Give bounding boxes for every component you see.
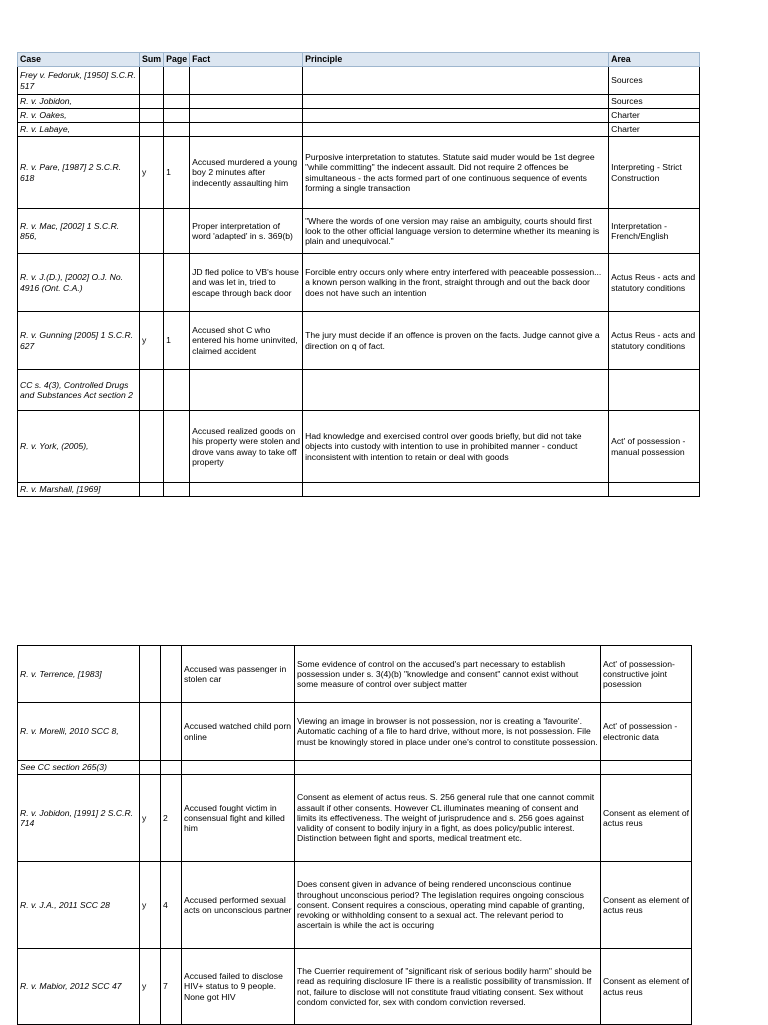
- cell-sum[interactable]: y: [140, 862, 161, 949]
- cell-sum[interactable]: [140, 483, 164, 497]
- cell-fact[interactable]: Accused realized goods on his property were stolen and drove vans away to take off property: [190, 411, 303, 483]
- cell-principle[interactable]: Viewing an image in browser is not possession, nor is creating a 'favourite'. Automatic caching of a file to hard drive, without more, is not possession. File must be knowingly stored in place under one's control to constitute possession.: [295, 703, 601, 761]
- case-table-bottom: [17, 645, 692, 1025]
- cell-page[interactable]: 7: [161, 949, 182, 1025]
- cell-sum[interactable]: [140, 646, 161, 703]
- table-row: [18, 109, 700, 123]
- cell-page[interactable]: 1: [164, 312, 190, 370]
- table-row: [18, 483, 700, 497]
- cell-fact[interactable]: [190, 370, 303, 411]
- cell-area[interactable]: Sources: [609, 95, 700, 109]
- cell-page[interactable]: [164, 67, 190, 95]
- cell-page[interactable]: [164, 411, 190, 483]
- table-row: [18, 312, 700, 370]
- header-sum[interactable]: Sum: [140, 53, 164, 67]
- cell-sum[interactable]: y: [140, 775, 161, 862]
- cell-case[interactable]: R. v. J.(D.), [2002] O.J. No. 4916 (Ont. C.A.): [18, 254, 140, 312]
- cell-case[interactable]: R. v. Jobidon, [1991] 2 S.C.R. 714: [18, 775, 140, 862]
- table-row: [18, 775, 692, 862]
- cell-sum[interactable]: [140, 761, 161, 775]
- table-row: [18, 137, 700, 209]
- cell-sum[interactable]: y: [140, 949, 161, 1025]
- cell-fact[interactable]: Proper interpretation of word 'adapted' in s. 369(b): [190, 209, 303, 254]
- cell-sum[interactable]: [140, 411, 164, 483]
- header-area[interactable]: Area: [609, 53, 700, 67]
- cell-page[interactable]: [164, 483, 190, 497]
- cell-area[interactable]: Interpretation - French/English: [609, 209, 700, 254]
- cell-sum[interactable]: [140, 703, 161, 761]
- cell-principle[interactable]: Had knowledge and exercised control over goods briefly, but did not take objects into custody with intention to use in prohibited manner - conduct inconsistent with intention to retain or deal with goods: [303, 411, 609, 483]
- cell-area[interactable]: [609, 483, 700, 497]
- cell-area[interactable]: Actus Reus - acts and statutory conditions: [609, 312, 700, 370]
- cell-case[interactable]: R. v. Oakes,: [18, 109, 140, 123]
- cell-principle[interactable]: [303, 123, 609, 137]
- cell-fact[interactable]: Accused performed sexual acts on unconscious partner: [182, 862, 295, 949]
- cell-fact[interactable]: [190, 67, 303, 95]
- cell-area[interactable]: Consent as element of actus reus: [601, 775, 692, 862]
- cell-principle[interactable]: [303, 483, 609, 497]
- cell-principle[interactable]: Consent as element of actus reus. S. 256 general rule that one cannot commit assault if other consents. However CL illuminates meaning of consent and limits its effectiveness. The weight of jurisprudence and s. 256 goes against validity of consent to bodily injury in a fight, as does policy/public interest. Distinction between fight and sports, medical treatment etc.: [295, 775, 601, 862]
- cell-principle[interactable]: [303, 67, 609, 95]
- cell-page[interactable]: [164, 123, 190, 137]
- cell-sum[interactable]: y: [140, 312, 164, 370]
- table-row: [18, 862, 692, 949]
- cell-page[interactable]: [164, 95, 190, 109]
- cell-area[interactable]: Charter: [609, 123, 700, 137]
- cell-principle[interactable]: "Where the words of one version may raise an ambiguity, courts should first look to the other official language version to determine whether its meaning is plain and unequivocal.": [303, 209, 609, 254]
- cell-sum[interactable]: [140, 370, 164, 411]
- cell-fact[interactable]: Accused murdered a young boy 2 minutes after indecently assaulting him: [190, 137, 303, 209]
- cell-fact[interactable]: Accused shot C who entered his home uninvited, claimed accident: [190, 312, 303, 370]
- table-row: [18, 67, 700, 95]
- table-row: [18, 254, 700, 312]
- cell-area[interactable]: Act' of possession - manual possession: [609, 411, 700, 483]
- cell-page[interactable]: 1: [164, 137, 190, 209]
- cell-page[interactable]: 2: [161, 775, 182, 862]
- cell-area[interactable]: Act' of possession - electronic data: [601, 703, 692, 761]
- cell-area[interactable]: Consent as element of actus reus: [601, 949, 692, 1025]
- cell-page[interactable]: [161, 761, 182, 775]
- cell-sum[interactable]: [140, 254, 164, 312]
- cell-principle[interactable]: [303, 109, 609, 123]
- table-row: [18, 209, 700, 254]
- cell-case[interactable]: R. v. Mac, [2002] 1 S.C.R. 856,: [18, 209, 140, 254]
- cell-fact[interactable]: [182, 761, 295, 775]
- cell-case[interactable]: Frey v. Fedoruk, [1950] S.C.R. 517: [18, 67, 140, 95]
- cell-case[interactable]: R. v. Terrence, [1983]: [18, 646, 140, 703]
- cell-page[interactable]: [161, 703, 182, 761]
- cell-principle[interactable]: Forcible entry occurs only where entry interfered with peaceable possession... a known person walking in the front, straight through and out the back door does not have such an intention: [303, 254, 609, 312]
- cell-sum[interactable]: y: [140, 137, 164, 209]
- table-row: [18, 703, 692, 761]
- cell-page[interactable]: [161, 646, 182, 703]
- cell-fact[interactable]: Accused fought victim in consensual fight and killed him: [182, 775, 295, 862]
- cell-principle[interactable]: [295, 761, 601, 775]
- cell-principle[interactable]: The Cuerrier requirement of "significant risk of serious bodily harm" should be read as requiring disclosure IF there is a realistic possibility of transmission. If not, failure to disclose will not constitute fraud vitiating consent. Sex without condom convicted for, sex with condom conviction reversed.: [295, 949, 601, 1025]
- cell-page[interactable]: [164, 254, 190, 312]
- cell-fact[interactable]: Accused was passenger in stolen car: [182, 646, 295, 703]
- cell-sum[interactable]: [140, 95, 164, 109]
- cell-area[interactable]: Sources: [609, 67, 700, 95]
- table-row: [18, 370, 700, 411]
- cell-area[interactable]: [601, 761, 692, 775]
- cell-case[interactable]: R. v. Morelli, 2010 SCC 8,: [18, 703, 140, 761]
- cell-case[interactable]: R. v. Jobidon,: [18, 95, 140, 109]
- table-row: [18, 95, 700, 109]
- cell-area[interactable]: Act' of possession- constructive joint posession: [601, 646, 692, 703]
- header-row: [18, 53, 700, 67]
- cell-area[interactable]: Charter: [609, 109, 700, 123]
- cell-sum[interactable]: [140, 67, 164, 95]
- cell-case[interactable]: See CC section 265(3): [18, 761, 140, 775]
- cell-sum[interactable]: [140, 209, 164, 254]
- cell-fact[interactable]: Accused watched child porn online: [182, 703, 295, 761]
- table-row: [18, 949, 692, 1025]
- table-body: [18, 646, 692, 1025]
- cell-case[interactable]: R. v. Marshall, [1969]: [18, 483, 140, 497]
- cell-fact[interactable]: JD fled police to VB's house and was let in, tried to escape through back door: [190, 254, 303, 312]
- cell-case[interactable]: R. v. Gunning [2005] 1 S.C.R. 627: [18, 312, 140, 370]
- cell-principle[interactable]: Does consent given in advance of being rendered unconscious continue throughout unconscious period? The legislation requires ongoing conscious consent. Consent requires a conscious, operating mind capable of granting, revoking or withholding consent to a sexual act. The relevant period to ascertain is while the act is occuring: [295, 862, 601, 949]
- cell-case[interactable]: R. v. Labaye,: [18, 123, 140, 137]
- cell-sum[interactable]: [140, 123, 164, 137]
- cell-area[interactable]: Interpreting - Strict Construction: [609, 137, 700, 209]
- table-body: [18, 67, 700, 497]
- cell-page[interactable]: [164, 370, 190, 411]
- header-fact[interactable]: Fact: [190, 53, 303, 67]
- cell-area[interactable]: [609, 370, 700, 411]
- cell-case[interactable]: R. v. Pare, [1987] 2 S.C.R. 618: [18, 137, 140, 209]
- cell-principle[interactable]: [303, 370, 609, 411]
- cell-fact[interactable]: [190, 483, 303, 497]
- header-case[interactable]: Case: [18, 53, 140, 67]
- cell-area[interactable]: Consent as element of actus reus: [601, 862, 692, 949]
- cell-fact[interactable]: [190, 95, 303, 109]
- table-row: [18, 123, 700, 137]
- cell-fact[interactable]: [190, 109, 303, 123]
- table-row: [18, 761, 692, 775]
- cell-case[interactable]: R. v. J.A., 2011 SCC 28: [18, 862, 140, 949]
- cell-fact[interactable]: [190, 123, 303, 137]
- cell-page[interactable]: [164, 209, 190, 254]
- cell-case[interactable]: R. v. Mabior, 2012 SCC 47: [18, 949, 140, 1025]
- table-row: [18, 646, 692, 703]
- cell-page[interactable]: 4: [161, 862, 182, 949]
- cell-case[interactable]: R. v. York, (2005),: [18, 411, 140, 483]
- header-page[interactable]: Page: [164, 53, 190, 67]
- cell-principle[interactable]: [303, 95, 609, 109]
- cell-area[interactable]: Actus Reus - acts and statutory conditions: [609, 254, 700, 312]
- cell-sum[interactable]: [140, 109, 164, 123]
- cell-principle[interactable]: Purposive interpretation to statutes. Statute said muder would be 1st degree "while committing" the indecent assault. Did not require 2 offences be simultaneous - the acts formed part of one continuous sequence of events forming a single transaction: [303, 137, 609, 209]
- table-row: [18, 411, 700, 483]
- cell-principle[interactable]: Some evidence of control on the accused's part necessary to establish possession under s. 3(4)(b) "knowledge and consent" cannot exist without some measure of control over subject matter: [295, 646, 601, 703]
- cell-fact[interactable]: Accused failed to disclose HIV+ status to 9 people. None got HIV: [182, 949, 295, 1025]
- cell-case[interactable]: CC s. 4(3), Controlled Drugs and Substances Act section 2: [18, 370, 140, 411]
- cell-principle[interactable]: The jury must decide if an offence is proven on the facts. Judge cannot give a direction on q of fact.: [303, 312, 609, 370]
- cell-page[interactable]: [164, 109, 190, 123]
- case-table-top: [17, 52, 700, 497]
- header-principle[interactable]: Principle: [303, 53, 609, 67]
